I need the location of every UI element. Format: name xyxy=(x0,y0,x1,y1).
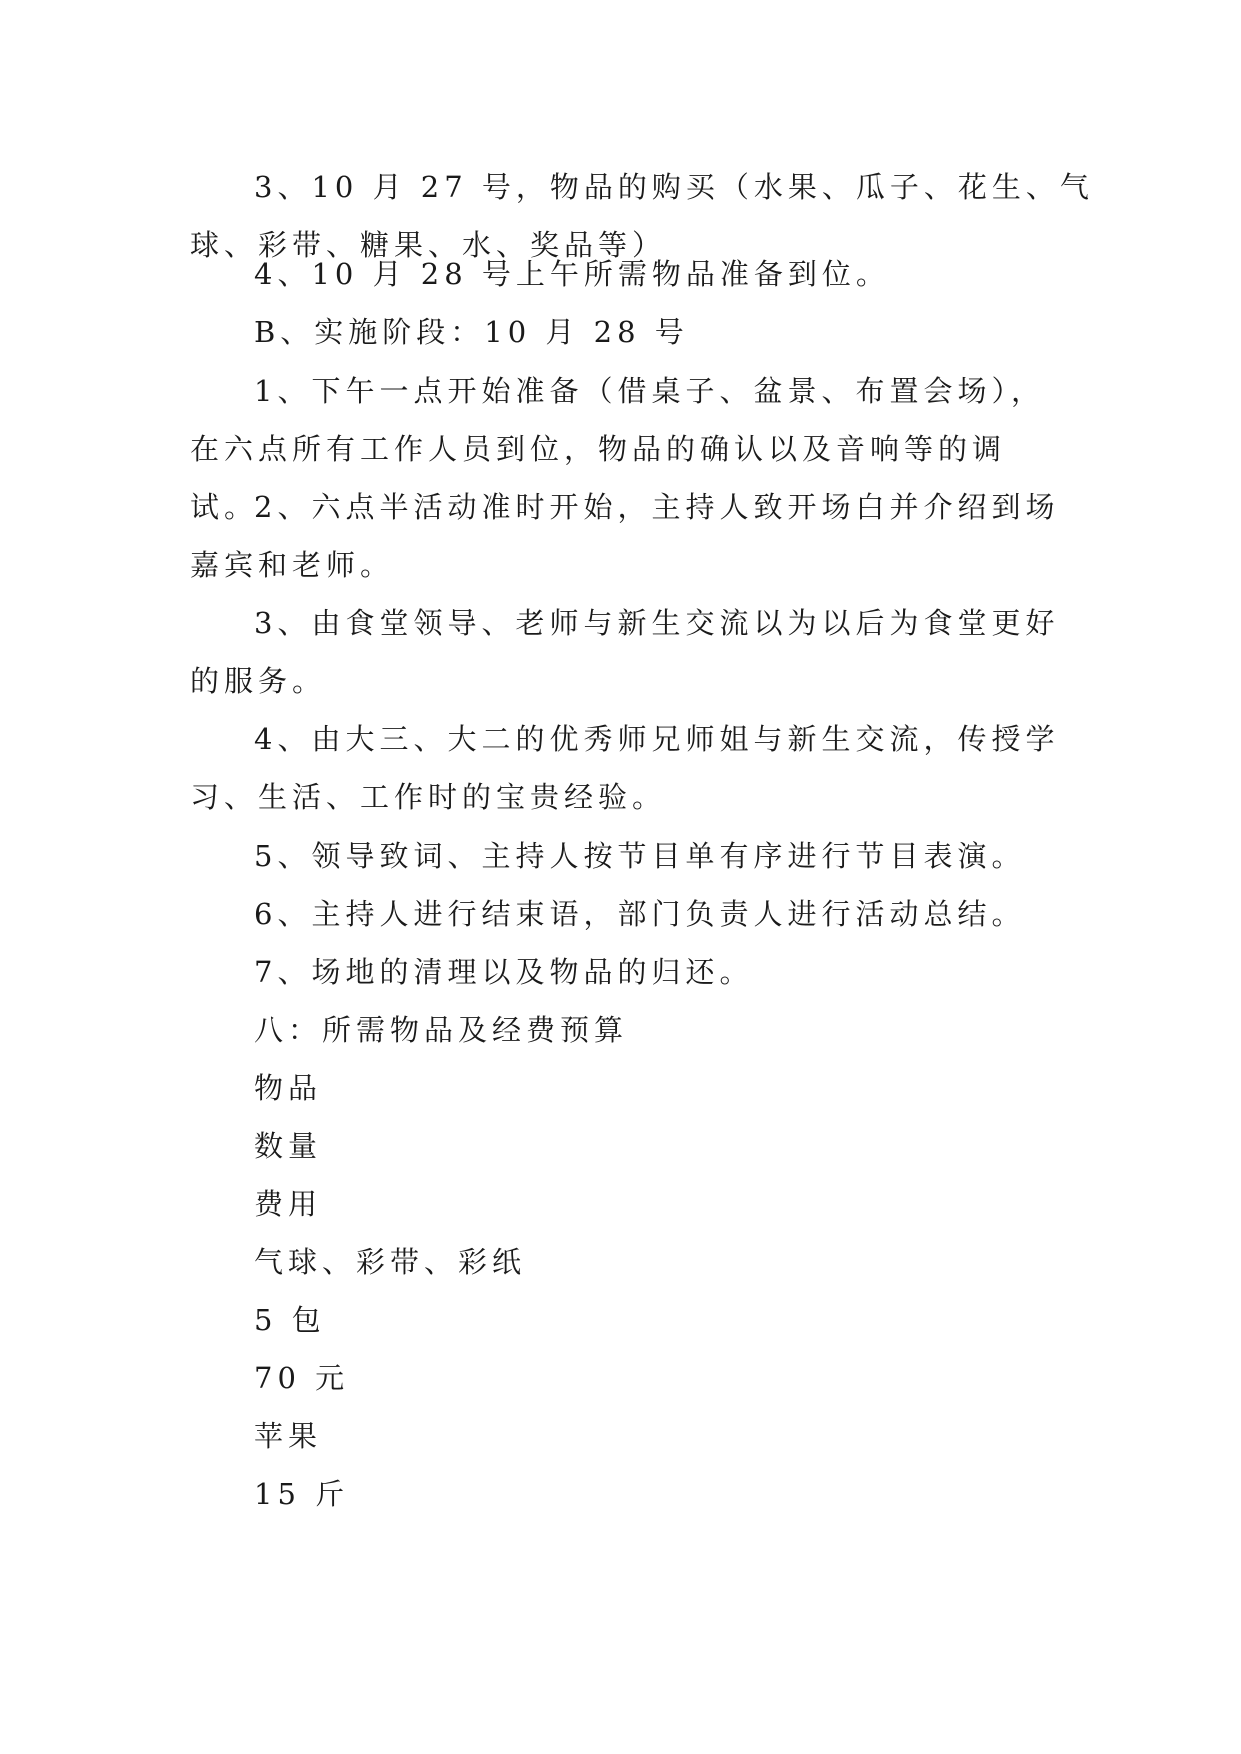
paragraph-items-ready: 4、10 月 28 号上午所需物品准备到位。 xyxy=(254,257,890,291)
paragraph-cleanup: 7、场地的清理以及物品的归还。 xyxy=(254,955,754,989)
budget-header-cost: 费用 xyxy=(254,1187,323,1221)
paragraph-canteen-exchange: 3、由食堂领导、老师与新生交流以为以后为食堂更好的服务。 xyxy=(190,606,1060,698)
paragraph-setup: 1、下午一点开始准备（借桌子、盆景、布置会场），在六点所有工作人员到位，物品的确认以及音响等的调试。 xyxy=(190,374,1045,524)
paragraph-closing: 6、主持人进行结束语，部门负责人进行活动总结。 xyxy=(254,897,1026,931)
section-budget-heading: 八：所需物品及经费预算 xyxy=(254,1013,629,1047)
budget-header-quantity: 数量 xyxy=(254,1129,323,1163)
budget-row-cost: 70 元 xyxy=(254,1361,350,1395)
budget-row-quantity: 15 斤 xyxy=(254,1477,350,1511)
budget-row-item: 苹果 xyxy=(254,1419,323,1453)
paragraph-performance: 5、领导致词、主持人按节目单有序进行节目表演。 xyxy=(254,839,1026,873)
paragraph-purchase-items: 3、10 月 27 号，物品的购买（水果、瓜子、花生、气球、彩带、糖果、水、奖品等） xyxy=(190,170,1094,262)
section-implementation-heading: B、实施阶段：10 月 28 号 xyxy=(254,315,689,349)
budget-header-item: 物品 xyxy=(254,1071,323,1105)
paragraph-opening: 2、六点半活动准时开始，主持人致开场白并介绍到场嘉宾和老师。 xyxy=(190,490,1060,582)
paragraph-senior-exchange: 4、由大三、大二的优秀师兄师姐与新生交流，传授学习、生活、工作时的宝贵经验。 xyxy=(190,722,1060,814)
budget-row-quantity: 5 包 xyxy=(254,1303,326,1337)
budget-row-item: 气球、彩带、彩纸 xyxy=(254,1245,527,1279)
